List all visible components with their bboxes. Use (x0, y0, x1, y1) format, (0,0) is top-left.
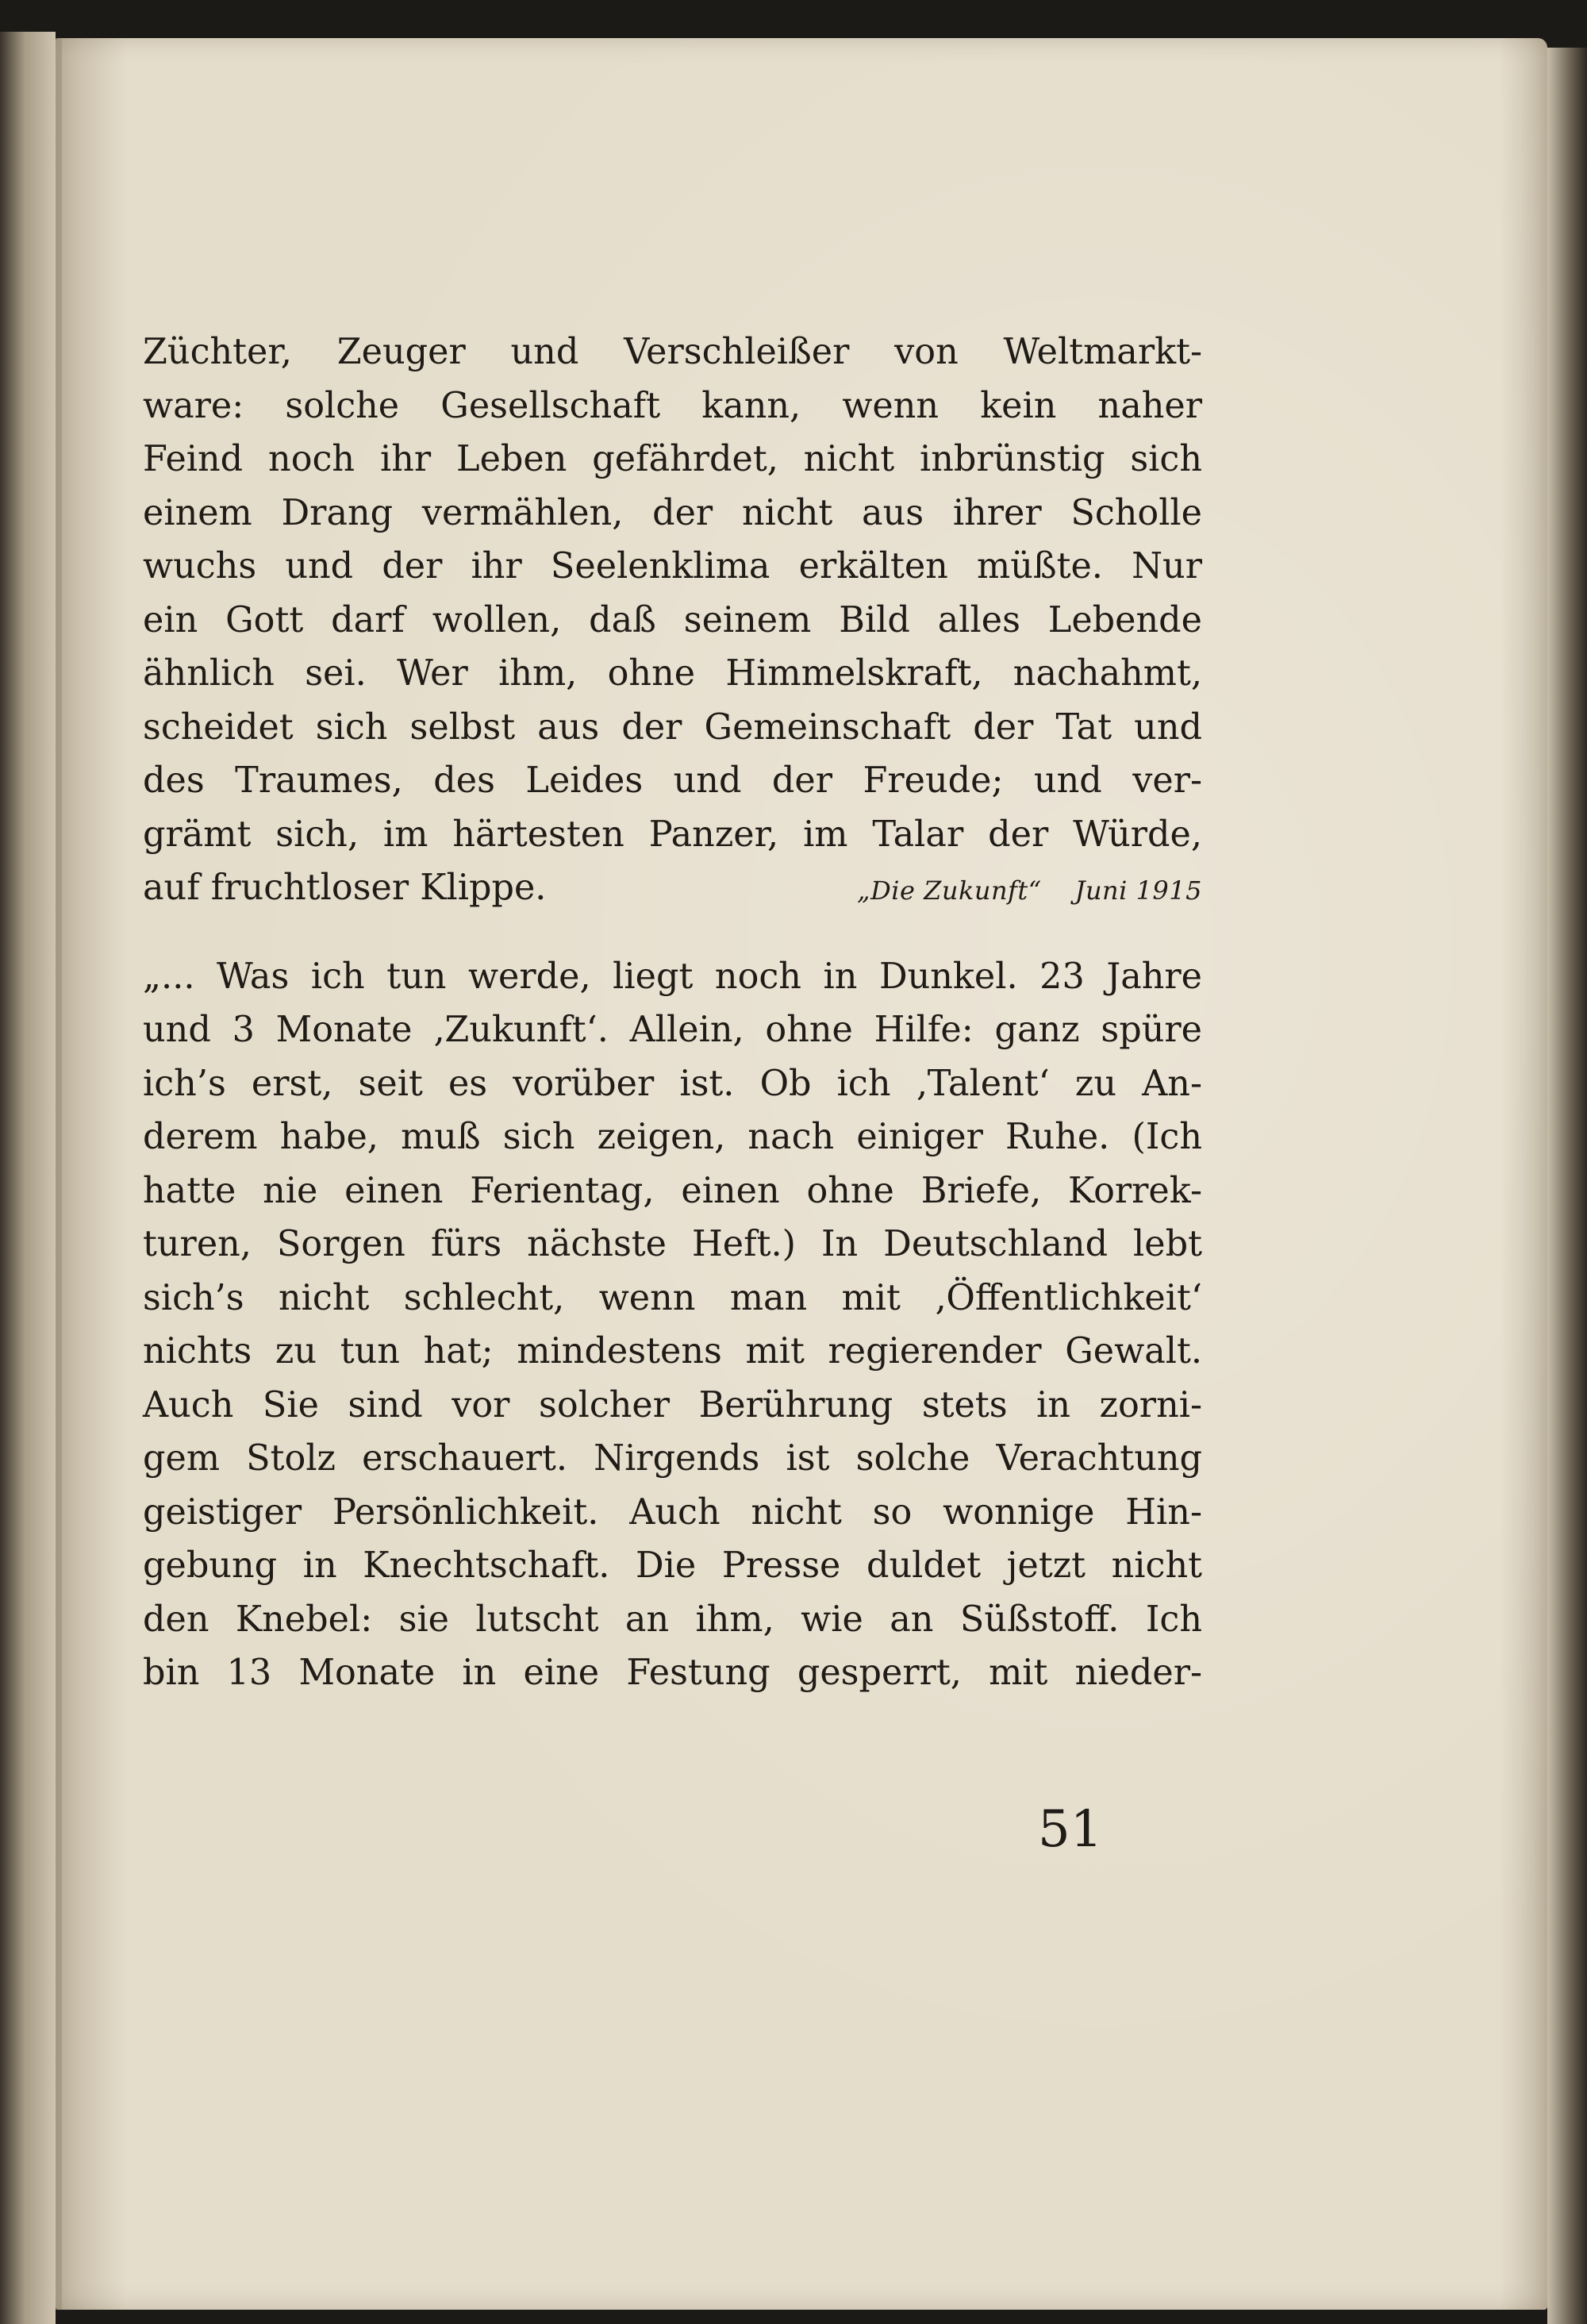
text-line: nichts zu tun hat; mindestens mit regierender Gewalt. (143, 1331, 1202, 1372)
text-line: Züchter, Zeuger und Verschleißer von Weltmarkt- (143, 332, 1202, 372)
text-line: bin 13 Monate in eine Festung gesperrt, mit nieder- (143, 1653, 1202, 1693)
text-line: ware: solche Gesellschaft kann, wenn kein naher (143, 385, 1202, 426)
text-line: hatte nie einen Ferientag, einen ohne Briefe, Korrek- (143, 1170, 1202, 1211)
left-page-edge (0, 32, 56, 2324)
text-line: ein Gott darf wollen, daß seinem Bild alles Lebende (143, 599, 1202, 641)
text-line: des Traumes, des Leides und der Freude; und ver- (143, 760, 1202, 801)
paragraph-1 (143, 325, 1202, 918)
text-line: Feind noch ihr Leben gefährdet, nicht inbrünstig sich (143, 439, 1202, 479)
source-title: „Die Zukunft“ (857, 875, 1042, 906)
text-line: ich’s erst, seit es vorüber ist. Ob ich ‚Talent‘ zu An- (143, 1063, 1202, 1104)
text-line: sich’s nicht schlecht, wenn man mit ‚Öffentlichkeit‘ (143, 1277, 1202, 1318)
text-line: und 3 Monate ‚Zukunft‘. Allein, ohne Hilfe: ganz spüre (143, 1010, 1202, 1050)
text-line: auf fruchtloser Klippe. (143, 868, 547, 908)
text-line: wuchs und der ihr Seelenklima erkälten müßte. Nur (143, 546, 1202, 587)
text-line: „... Was ich tun werde, liegt noch in Dunkel. 23 Jahre (143, 956, 1202, 997)
text-line: gebung in Knechtschaft. Die Presse duldet jetzt nicht (143, 1545, 1202, 1586)
text-line: grämt sich, im härtesten Panzer, im Talar der Würde, (143, 814, 1202, 855)
text-line: derem habe, muß sich zeigen, nach einiger Ruhe. (Ich (143, 1117, 1202, 1157)
text-line: den Knebel: sie lutscht an ihm, wie an Süßstoff. Ich (143, 1599, 1202, 1640)
text-line: geistiger Persönlichkeit. Auch nicht so wonnige Hin- (143, 1491, 1202, 1533)
closing-line-with-source (143, 861, 1202, 918)
paragraph-2 (143, 950, 1202, 1700)
body-text (143, 325, 1202, 1700)
page-number: 51 (1038, 1800, 1103, 1859)
right-page-edge (1547, 48, 1587, 2324)
text-line: ähnlich sei. Wer ihm, ohne Himmelskraft, nachahmt, (143, 653, 1202, 694)
text-line: scheidet sich selbst aus der Gemeinschaft der Tat und (143, 706, 1202, 748)
text-line: gem Stolz erschauert. Nirgends ist solche Verachtung (143, 1438, 1202, 1479)
source-citation (857, 864, 1202, 918)
text-line: turen, Sorgen fürs nächste Heft.) In Deutschland lebt (143, 1224, 1202, 1264)
source-date: Juni 1915 (1074, 875, 1202, 906)
page-gutter (56, 38, 62, 2310)
text-line: einem Drang vermählen, der nicht aus ihrer Scholle (143, 492, 1202, 533)
text-line: Auch Sie sind vor solcher Berührung stets in zorni- (143, 1384, 1202, 1426)
